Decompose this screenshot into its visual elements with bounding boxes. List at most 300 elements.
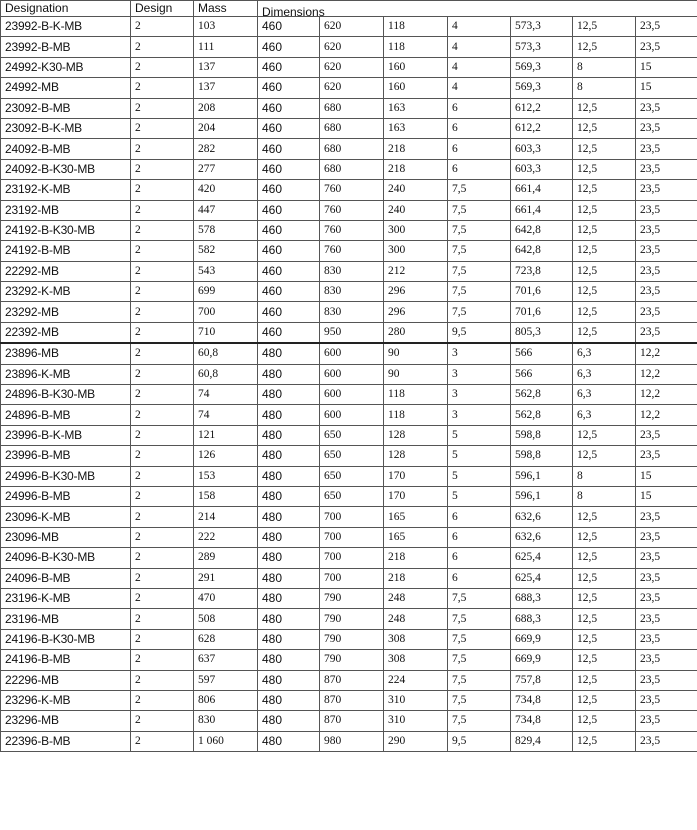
ns-cell: 23,5 (636, 200, 697, 220)
D-cell: 650 (320, 425, 384, 445)
d-cell: 480 (258, 343, 320, 364)
d-cell: 480 (258, 385, 320, 405)
D1-cell: 569,3 (511, 57, 573, 77)
ds-cell: 12,5 (573, 670, 636, 690)
r-cell: 6 (448, 98, 511, 118)
B-cell: 165 (384, 507, 448, 527)
D-cell: 830 (320, 302, 384, 322)
mass-cell: 277 (194, 159, 258, 179)
d-cell: 480 (258, 650, 320, 670)
mass-cell: 447 (194, 200, 258, 220)
r-cell: 5 (448, 446, 511, 466)
r-cell: 6 (448, 527, 511, 547)
ds-cell: 12,5 (573, 180, 636, 200)
r-cell: 4 (448, 17, 511, 37)
design-cell: 2 (131, 507, 194, 527)
mass-cell: 699 (194, 282, 258, 302)
r-cell: 3 (448, 385, 511, 405)
table-row (1, 322, 697, 343)
ds-cell: 12,5 (573, 118, 636, 138)
mass-cell: 806 (194, 690, 258, 710)
designation-cell: 23296-MB (1, 711, 131, 731)
r-cell: 3 (448, 405, 511, 425)
d-cell: 460 (258, 282, 320, 302)
D-cell: 830 (320, 261, 384, 281)
ds-cell: 12,5 (573, 507, 636, 527)
D-cell: 870 (320, 690, 384, 710)
r-cell: 7,5 (448, 690, 511, 710)
mass-cell: 204 (194, 118, 258, 138)
ns-cell: 23,5 (636, 711, 697, 731)
mass-cell: 158 (194, 486, 258, 506)
B-cell: 165 (384, 527, 448, 547)
ns-cell: 23,5 (636, 37, 697, 57)
D-cell: 620 (320, 17, 384, 37)
B-cell: 160 (384, 57, 448, 77)
table-row (1, 588, 697, 608)
designation-cell: 23192-K-MB (1, 180, 131, 200)
header-mass (194, 1, 258, 17)
d-cell: 480 (258, 548, 320, 568)
D-cell: 680 (320, 118, 384, 138)
ns-cell: 23,5 (636, 731, 697, 751)
designation-cell: 24996-B-K30-MB (1, 466, 131, 486)
designation-cell: 24196-B-K30-MB (1, 629, 131, 649)
design-cell: 2 (131, 446, 194, 466)
design-cell: 2 (131, 629, 194, 649)
D1-cell: 669,9 (511, 629, 573, 649)
d-cell: 480 (258, 466, 320, 486)
r-cell: 7,5 (448, 200, 511, 220)
D1-cell: 625,4 (511, 548, 573, 568)
d-cell: 480 (258, 670, 320, 690)
r-cell: 7,5 (448, 302, 511, 322)
D-cell: 600 (320, 405, 384, 425)
d-cell: 480 (258, 486, 320, 506)
d-cell: 460 (258, 78, 320, 98)
ds-cell: 6,3 (573, 343, 636, 364)
mass-cell: 597 (194, 670, 258, 690)
designation-cell: 24992-K30-MB (1, 57, 131, 77)
ds-cell: 12,5 (573, 98, 636, 118)
D-cell: 790 (320, 588, 384, 608)
design-cell: 2 (131, 17, 194, 37)
designation-cell: 24092-B-MB (1, 139, 131, 159)
r-cell: 7,5 (448, 241, 511, 261)
table-row (1, 425, 697, 445)
table-row (1, 17, 697, 37)
ds-cell: 12,5 (573, 731, 636, 751)
design-cell: 2 (131, 241, 194, 261)
ds-cell: 6,3 (573, 364, 636, 384)
d-cell: 480 (258, 425, 320, 445)
header-designation (1, 1, 131, 17)
B-cell: 163 (384, 98, 448, 118)
B-cell: 218 (384, 139, 448, 159)
table-row (1, 731, 697, 751)
ns-cell: 23,5 (636, 446, 697, 466)
mass-cell: 137 (194, 78, 258, 98)
ns-cell: 23,5 (636, 629, 697, 649)
table-row (1, 568, 697, 588)
r-cell: 9,5 (448, 322, 511, 343)
design-cell: 2 (131, 261, 194, 281)
B-cell: 90 (384, 364, 448, 384)
mass-cell: 710 (194, 322, 258, 343)
B-cell: 218 (384, 568, 448, 588)
designation-cell: 23992-B-K-MB (1, 17, 131, 37)
design-cell: 2 (131, 650, 194, 670)
mass-cell: 208 (194, 98, 258, 118)
D1-cell: 805,3 (511, 322, 573, 343)
table-row (1, 180, 697, 200)
D-cell: 620 (320, 57, 384, 77)
r-cell: 7,5 (448, 629, 511, 649)
design-cell: 2 (131, 302, 194, 322)
ds-cell: 6,3 (573, 405, 636, 425)
table-row (1, 302, 697, 322)
d-cell: 480 (258, 629, 320, 649)
table-row (1, 37, 697, 57)
d-cell: 480 (258, 568, 320, 588)
r-cell: 5 (448, 425, 511, 445)
D1-cell: 562,8 (511, 405, 573, 425)
r-cell: 9,5 (448, 731, 511, 751)
B-cell: 128 (384, 446, 448, 466)
ds-cell: 12,5 (573, 139, 636, 159)
table-row (1, 486, 697, 506)
mass-cell: 578 (194, 220, 258, 240)
r-cell: 4 (448, 37, 511, 57)
D-cell: 700 (320, 548, 384, 568)
mass-cell: 470 (194, 588, 258, 608)
D-cell: 650 (320, 486, 384, 506)
d-cell: 460 (258, 139, 320, 159)
D1-cell: 632,6 (511, 507, 573, 527)
ds-cell: 12,5 (573, 425, 636, 445)
D1-cell: 569,3 (511, 78, 573, 98)
ns-cell: 23,5 (636, 609, 697, 629)
ds-cell: 12,5 (573, 609, 636, 629)
ds-cell: 12,5 (573, 527, 636, 547)
mass-cell: 282 (194, 139, 258, 159)
designation-cell: 22292-MB (1, 261, 131, 281)
D-cell: 870 (320, 711, 384, 731)
design-cell: 2 (131, 548, 194, 568)
design-cell: 2 (131, 200, 194, 220)
designation-cell: 24192-B-MB (1, 241, 131, 261)
D1-cell: 688,3 (511, 588, 573, 608)
ds-cell: 12,5 (573, 200, 636, 220)
r-cell: 7,5 (448, 261, 511, 281)
ds-cell: 12,5 (573, 629, 636, 649)
ns-cell: 23,5 (636, 241, 697, 261)
B-cell: 240 (384, 180, 448, 200)
d-cell: 460 (258, 200, 320, 220)
r-cell: 3 (448, 364, 511, 384)
ds-cell: 12,5 (573, 282, 636, 302)
table-row (1, 241, 697, 261)
designation-cell: 24896-B-MB (1, 405, 131, 425)
design-cell: 2 (131, 78, 194, 98)
table-row (1, 282, 697, 302)
D1-cell: 612,2 (511, 118, 573, 138)
ns-cell: 23,5 (636, 220, 697, 240)
ds-cell: 12,5 (573, 302, 636, 322)
mass-cell: 637 (194, 650, 258, 670)
ns-cell: 15 (636, 486, 697, 506)
designation-cell: 24096-B-MB (1, 568, 131, 588)
designation-cell: 22392-MB (1, 322, 131, 343)
table-row (1, 548, 697, 568)
ns-cell: 23,5 (636, 548, 697, 568)
table-row (1, 200, 697, 220)
designation-cell: 24192-B-K30-MB (1, 220, 131, 240)
mass-cell: 1 060 (194, 731, 258, 751)
B-cell: 240 (384, 200, 448, 220)
designation-cell: 23996-B-K-MB (1, 425, 131, 445)
D1-cell: 632,6 (511, 527, 573, 547)
design-cell: 2 (131, 425, 194, 445)
d-cell: 460 (258, 241, 320, 261)
header-row (1, 1, 697, 17)
B-cell: 300 (384, 241, 448, 261)
design-cell: 2 (131, 37, 194, 57)
designation-cell: 23896-K-MB (1, 364, 131, 384)
B-cell: 118 (384, 37, 448, 57)
table-row (1, 220, 697, 240)
ds-cell: 6,3 (573, 385, 636, 405)
design-cell: 2 (131, 159, 194, 179)
D1-cell: 598,8 (511, 425, 573, 445)
d-cell: 460 (258, 261, 320, 281)
D-cell: 680 (320, 159, 384, 179)
D1-cell: 562,8 (511, 385, 573, 405)
mass-cell: 222 (194, 527, 258, 547)
ds-cell: 12,5 (573, 711, 636, 731)
table-row (1, 118, 697, 138)
design-cell: 2 (131, 220, 194, 240)
D-cell: 950 (320, 322, 384, 343)
d-cell: 480 (258, 405, 320, 425)
ns-cell: 23,5 (636, 261, 697, 281)
D1-cell: 603,3 (511, 159, 573, 179)
designation-cell: 24996-B-MB (1, 486, 131, 506)
table-row (1, 629, 697, 649)
B-cell: 248 (384, 588, 448, 608)
designation-cell: 23292-MB (1, 302, 131, 322)
D-cell: 650 (320, 466, 384, 486)
D-cell: 650 (320, 446, 384, 466)
D1-cell: 642,8 (511, 241, 573, 261)
ns-cell: 23,5 (636, 118, 697, 138)
d-cell: 460 (258, 118, 320, 138)
D-cell: 760 (320, 220, 384, 240)
B-cell: 163 (384, 118, 448, 138)
d-cell: 460 (258, 302, 320, 322)
mass-cell: 508 (194, 609, 258, 629)
designation-cell: 23992-B-MB (1, 37, 131, 57)
designation-cell: 23092-B-MB (1, 98, 131, 118)
r-cell: 6 (448, 568, 511, 588)
ns-cell: 23,5 (636, 159, 697, 179)
ds-cell: 8 (573, 466, 636, 486)
D1-cell: 688,3 (511, 609, 573, 629)
table-row (1, 261, 697, 281)
table-row (1, 405, 697, 425)
D-cell: 700 (320, 568, 384, 588)
ns-cell: 23,5 (636, 98, 697, 118)
d-cell: 480 (258, 588, 320, 608)
table-row (1, 446, 697, 466)
d-cell: 480 (258, 609, 320, 629)
B-cell: 224 (384, 670, 448, 690)
ds-cell: 12,5 (573, 220, 636, 240)
ns-cell: 23,5 (636, 17, 697, 37)
design-cell: 2 (131, 670, 194, 690)
table-row (1, 690, 697, 710)
table-row (1, 98, 697, 118)
d-cell: 480 (258, 364, 320, 384)
d-cell: 460 (258, 98, 320, 118)
table-row (1, 78, 697, 98)
D1-cell: 829,4 (511, 731, 573, 751)
r-cell: 7,5 (448, 609, 511, 629)
d-cell: 480 (258, 690, 320, 710)
B-cell: 296 (384, 302, 448, 322)
B-cell: 218 (384, 548, 448, 568)
table-row (1, 650, 697, 670)
D1-cell: 573,3 (511, 17, 573, 37)
designation-cell: 23092-B-K-MB (1, 118, 131, 138)
ds-cell: 8 (573, 78, 636, 98)
header-design (131, 1, 194, 17)
mass-cell: 126 (194, 446, 258, 466)
mass-cell: 121 (194, 425, 258, 445)
d-cell: 480 (258, 527, 320, 547)
D1-cell: 661,4 (511, 180, 573, 200)
B-cell: 212 (384, 261, 448, 281)
ds-cell: 12,5 (573, 588, 636, 608)
D1-cell: 598,8 (511, 446, 573, 466)
design-cell: 2 (131, 139, 194, 159)
d-cell: 480 (258, 711, 320, 731)
D1-cell: 661,4 (511, 200, 573, 220)
mass-cell: 74 (194, 405, 258, 425)
ns-cell: 23,5 (636, 588, 697, 608)
D-cell: 790 (320, 650, 384, 670)
design-cell: 2 (131, 118, 194, 138)
r-cell: 7,5 (448, 282, 511, 302)
B-cell: 118 (384, 17, 448, 37)
r-cell: 5 (448, 466, 511, 486)
mass-cell: 60,8 (194, 364, 258, 384)
ns-cell: 23,5 (636, 180, 697, 200)
ds-cell: 12,5 (573, 568, 636, 588)
table-row (1, 139, 697, 159)
designation-cell: 24992-MB (1, 78, 131, 98)
d-cell: 460 (258, 180, 320, 200)
mass-cell: 103 (194, 17, 258, 37)
ns-cell: 23,5 (636, 139, 697, 159)
mass-cell: 830 (194, 711, 258, 731)
ns-cell: 12,2 (636, 364, 697, 384)
header-design-label: Design (135, 1, 173, 15)
D1-cell: 669,9 (511, 650, 573, 670)
D-cell: 600 (320, 364, 384, 384)
B-cell: 300 (384, 220, 448, 240)
B-cell: 308 (384, 650, 448, 670)
table-row (1, 57, 697, 77)
mass-cell: 74 (194, 385, 258, 405)
design-cell: 2 (131, 527, 194, 547)
designation-cell: 23896-MB (1, 343, 131, 364)
header-dimensions (258, 1, 697, 17)
table-row (1, 385, 697, 405)
D1-cell: 573,3 (511, 37, 573, 57)
ds-cell: 12,5 (573, 159, 636, 179)
design-cell: 2 (131, 588, 194, 608)
r-cell: 7,5 (448, 180, 511, 200)
d-cell: 480 (258, 731, 320, 751)
d-cell: 460 (258, 322, 320, 343)
table-row (1, 670, 697, 690)
design-cell: 2 (131, 180, 194, 200)
ns-cell: 23,5 (636, 425, 697, 445)
mass-cell: 289 (194, 548, 258, 568)
D1-cell: 603,3 (511, 139, 573, 159)
D-cell: 680 (320, 98, 384, 118)
D1-cell: 734,8 (511, 690, 573, 710)
d-cell: 460 (258, 57, 320, 77)
D1-cell: 566 (511, 364, 573, 384)
B-cell: 170 (384, 466, 448, 486)
ds-cell: 12,5 (573, 17, 636, 37)
designation-cell: 23096-K-MB (1, 507, 131, 527)
designation-cell: 23096-MB (1, 527, 131, 547)
table-body (1, 17, 697, 752)
ns-cell: 15 (636, 466, 697, 486)
designation-cell: 23996-B-MB (1, 446, 131, 466)
mass-cell: 420 (194, 180, 258, 200)
ds-cell: 12,5 (573, 548, 636, 568)
d-cell: 480 (258, 446, 320, 466)
table-row (1, 527, 697, 547)
D1-cell: 596,1 (511, 466, 573, 486)
r-cell: 4 (448, 78, 511, 98)
r-cell: 7,5 (448, 588, 511, 608)
D1-cell: 757,8 (511, 670, 573, 690)
ds-cell: 12,5 (573, 37, 636, 57)
r-cell: 5 (448, 486, 511, 506)
D-cell: 700 (320, 527, 384, 547)
designation-cell: 23196-K-MB (1, 588, 131, 608)
design-cell: 2 (131, 98, 194, 118)
design-cell: 2 (131, 57, 194, 77)
design-cell: 2 (131, 609, 194, 629)
ns-cell: 12,2 (636, 343, 697, 364)
ns-cell: 12,2 (636, 385, 697, 405)
designation-cell: 22296-MB (1, 670, 131, 690)
mass-cell: 291 (194, 568, 258, 588)
D-cell: 600 (320, 343, 384, 364)
mass-cell: 137 (194, 57, 258, 77)
ns-cell: 23,5 (636, 690, 697, 710)
B-cell: 310 (384, 711, 448, 731)
ds-cell: 12,5 (573, 241, 636, 261)
B-cell: 290 (384, 731, 448, 751)
d-cell: 460 (258, 37, 320, 57)
